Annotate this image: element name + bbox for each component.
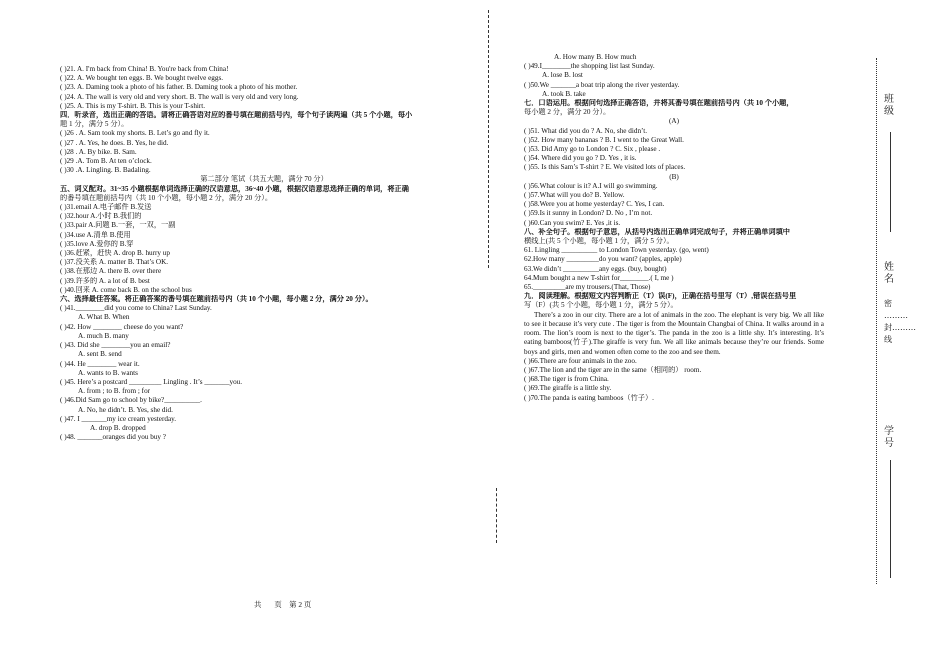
section-4-heading: 四．听录音，选出正确的答语。请将正确答语对应的番号填在题前括号内，每个句子读两遍（共 5 个小题，每小 [60, 111, 413, 120]
section-8-heading-cont: 横线上(共 5 个小题，每小题 1 分，满分 5 分）。 [524, 237, 674, 246]
q34: ( )34.use A.清单 B.使用 [60, 230, 131, 239]
q38: ( )38.在那边 A. there B. over there [60, 267, 162, 276]
q47: ( )47. I _______my ice cream yesterday. [60, 414, 177, 423]
q48: ( )48. _______oranges did you buy ? [60, 433, 166, 442]
reading-passage: There’s a zoo in our city. There are a lot of animals in the zoo. The elephant is very big. We all like to see it because it’s very cute . The tiger is from the Mountain Changbai of China. It walks around in a room. The lion’s room is next to the tiger’s. The panda in the zoo is a little shy. It’s interesting. It’s eating bamboos(竹子).The giraffe is very fun. We all like animals because they’re our friends. Some boys and girls, men and women often come to the zoo and see them. [524, 310, 824, 356]
q48-options: A. How many B. How much [554, 53, 637, 61]
section-9-heading-cont: 写（F）(共 5 个小题，每小题 1 分，满分 5 分）。 [524, 301, 678, 310]
left-column [60, 65, 468, 442]
q36: ( )36.赶紧，赶快 A. drop B. hurry up [60, 249, 170, 258]
q46-options: A. No, he didn’t. B. Yes, she did. [78, 405, 173, 414]
q63: 63.We didn’t __________any eggs. (buy, bought) [524, 264, 667, 273]
seal-label: 密 ………封………线 [884, 299, 916, 344]
section-9-heading: 九．阅读理解。根据短文内容判断正（T）误(F)，正确在括号里写（T）,错误在括号里 [524, 292, 797, 301]
q45: ( )45. Here’s a postcard _________ Lingling . It’s _______you. [60, 377, 243, 386]
q52: ( )52. How many bananas ? B. I went to the Great Wall. [524, 135, 684, 144]
q66: ( )66.There are four animals in the zoo. [524, 356, 637, 365]
q68: ( )68.The tiger is from China. [524, 375, 609, 384]
right-column [524, 53, 824, 403]
q35: ( )35.love A.爱你的 B.穿 [60, 239, 134, 248]
student-info-sidebar [876, 62, 916, 582]
q41-options: A. What B. When [78, 313, 130, 322]
q41: ( )41.________did you come to China? Last Sunday. [60, 304, 212, 313]
q44: ( )44. He ________ wear it. [60, 359, 140, 368]
q65: 65._________are my trousers.(That, Those) [524, 283, 651, 292]
q55: ( )55. Is this Sam’s T-shirt ? E. We visited lots of places. [524, 163, 686, 172]
q29: ( )29 .A. Tom B. At ten o’clock. [60, 157, 152, 166]
name-label: 姓名 [884, 262, 894, 285]
class-label: 班 级 [884, 94, 894, 117]
q45-options: A. from ; to B. from ; for [78, 387, 151, 396]
id-blank [890, 460, 891, 578]
q49: ( )49.I________the shopping list last Sunday. [524, 62, 655, 71]
q51: ( )51. What did you do ? A. No, she didn’t. [524, 126, 648, 135]
q64: 64.Mum bought a new T-shirt for________.( I, me ) [524, 273, 674, 282]
q56: ( )56.What colour is it? A.I will go swimming. [524, 181, 658, 190]
class-blank [890, 132, 891, 232]
section-4-heading-cont: 题 1 分，满分 5 分）。 [60, 120, 129, 129]
section-5-heading: 五、词义配对。31~35 小题根据单词选择正确的汉语意思，36~40 小题，根据汉语意思选择正确的单词，将正确 [60, 184, 409, 193]
section-5-heading-cont: 的番号填在题前括号内（共 10 个小题，每小题 2 分，满分 20 分）。 [60, 193, 273, 202]
q27: ( )27 . A. Yes, he does. B. Yes, he did. [60, 138, 169, 147]
q60: ( )60.Can you swim? E. Yes ,it is. [524, 218, 621, 227]
q37: ( )37.没关系 A. matter B. That’s OK. [60, 258, 169, 267]
group-a-label: (A) [669, 117, 679, 126]
q33: ( )33.pair A.问题 B.一套，一双，一副 [60, 221, 176, 230]
q40: ( )40.回来 A. come back B. on the school bus [60, 285, 192, 294]
q50-options: A. took B. take [542, 89, 586, 98]
q61: 61. Lingling __________ to London Town yesterday. (go, went) [524, 246, 709, 255]
q22: ( )22. A. We bought ten eggs. B. We bought twelve eggs. [60, 74, 224, 83]
q31: ( )31.email A.电子邮件 B.发送 [60, 203, 152, 212]
page-footer: 共 页 第 2 页 [254, 600, 312, 609]
group-b-label: (B) [669, 172, 679, 181]
q43: ( )43. Did she ________you an email? [60, 341, 171, 350]
q32: ( )32.hour A.小时 B.我们的 [60, 212, 142, 221]
q67: ( )67.The lion and the tiger are in the same（相同的） room. [524, 365, 702, 374]
q59: ( )59.Is it sunny in London? D. No , I’m not. [524, 209, 653, 218]
q58: ( )58.Were you at home yesterday? C. Yes, I can. [524, 200, 665, 209]
q46: ( )46.Did Sam go to school by bike?__________. [60, 396, 202, 405]
q43-options: A. sent B. send [78, 350, 122, 359]
q28: ( )28 . A. By bike. B. Sam. [60, 147, 137, 156]
section-8-heading: 八、补全句子。根据句子意思，从括号内选出正确单词完成句子，并将正确单词填中 [524, 227, 790, 236]
q39: ( )39.许多的 A. a lot of B. best [60, 276, 150, 285]
q21: ( )21. A. I'm back from China! B. You're back from China! [60, 65, 229, 73]
q23: ( )23. A. Daming took a photo of his father. B. Daming took a photo of his mother. [60, 83, 298, 92]
q26: ( )26 . A. Sam took my shorts. B. Let’s go and fly it. [60, 129, 210, 138]
q42-options: A. much B. many [78, 331, 129, 340]
q50: ( )50.We _______a boat trip along the river yesterday. [524, 80, 680, 89]
section-6-heading: 六、选择最佳答案。将正确答案的番号填在题前括号内（共 10 个小题，每小题 2 分，满分 20 分）。 [60, 295, 373, 304]
q25: ( )25. A. This is my T-shirt. B. This is your T-shirt. [60, 101, 206, 110]
section-7-heading-cont: 每小题 2 分，满分 20 分）。 [524, 108, 611, 117]
binding-line-lower [496, 488, 497, 543]
binding-line-upper [488, 10, 489, 268]
q54: ( )54. Where did you go ? D. Yes , it is. [524, 154, 637, 163]
part-2-heading: 第二部分 笔试（共五大题，满分 70 分） [200, 175, 328, 184]
q30: ( )30 .A. Lingling. B. Badaling. [60, 166, 151, 175]
q57: ( )57.What will you do? B. Yellow. [524, 191, 625, 200]
q42: ( )42. How ________ cheese do you want? [60, 322, 184, 331]
section-7-heading: 七．口语运用。根据问句选择正确答语，并将其番号填在题前括号内（共 10 个小题， [524, 99, 794, 108]
q70: ( )70.The panda is eating bamboos（竹子）. [524, 393, 654, 402]
q53: ( )53. Did Amy go to London ? C. Six , please . [524, 145, 661, 154]
q44-options: A. wants to B. wants [78, 368, 138, 377]
q49-options: A. lose B. lost [542, 71, 583, 80]
q47-options: A. drop B. dropped [90, 423, 146, 432]
student-id-label: 学号 [884, 426, 894, 449]
q62: 62.How many _________do you want? (apples, apple) [524, 255, 682, 264]
q69: ( )69.The giraffe is a little shy. [524, 384, 612, 393]
q24: ( )24. A. The wall is very old and very short. B. The wall is very old and very long. [60, 92, 299, 101]
